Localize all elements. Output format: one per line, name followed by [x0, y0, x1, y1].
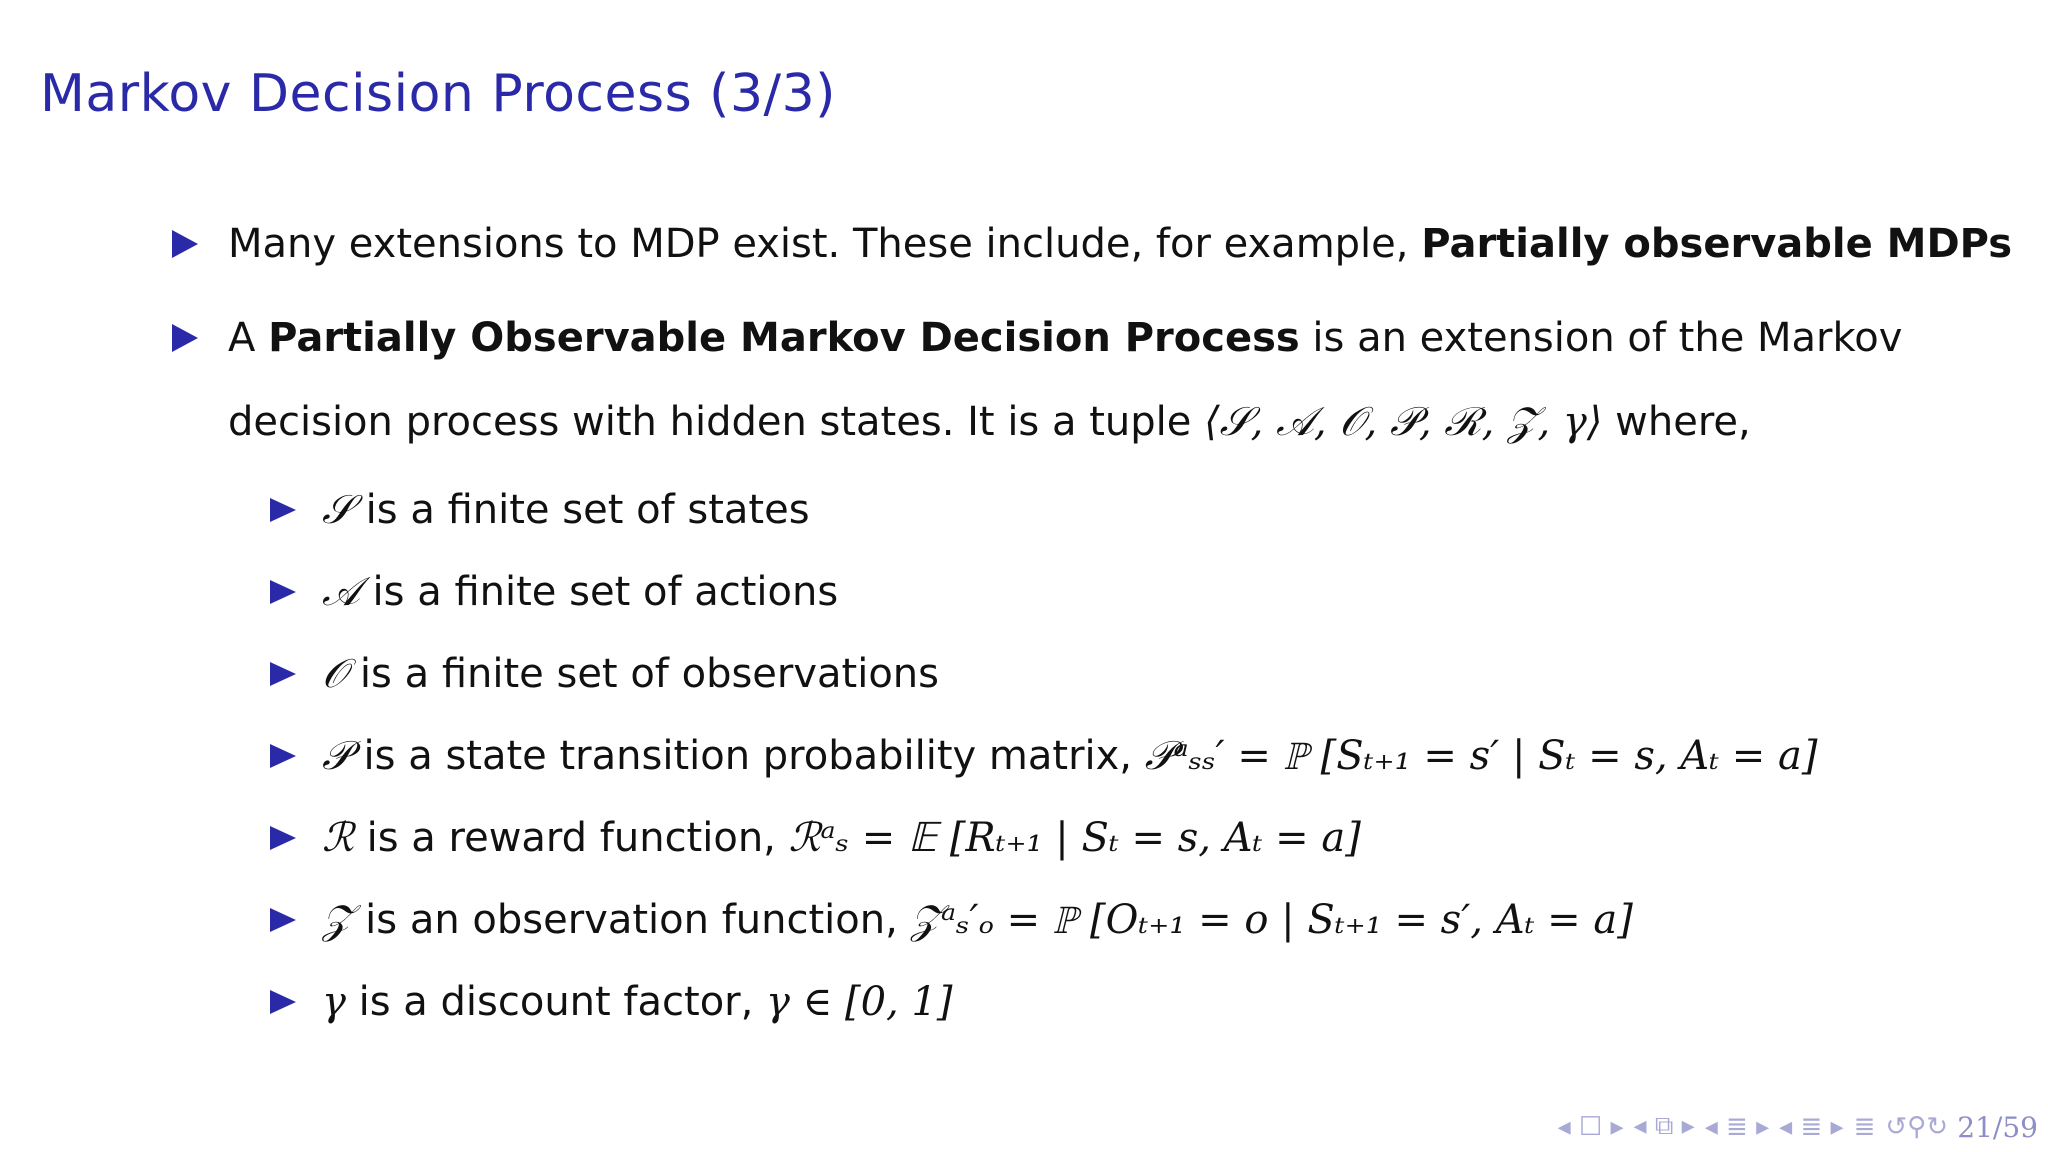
- bullet-triangle-icon: [172, 230, 198, 258]
- symbol-O: 𝒪: [322, 651, 348, 697]
- sub-item-text: is a discount factor,: [345, 979, 767, 1025]
- bullet-1-prefix: Many extensions to MDP exist. These include, for example,: [228, 221, 1422, 267]
- sub-item-discount: [270, 976, 953, 1028]
- bullet-2: [172, 312, 1902, 364]
- bullet-2-suffix: is an extension of the Markov: [1299, 315, 1903, 361]
- sub-bullet-triangle-icon: [270, 580, 296, 604]
- bullet-triangle-icon: [172, 324, 198, 352]
- symbol-P: 𝒫: [322, 733, 351, 779]
- bullet-1-bold: Partially observable MDPs: [1421, 221, 2013, 267]
- bullet-2-bold: Partially Observable Markov Decision Process: [268, 315, 1300, 361]
- sub-item-reward: [270, 812, 1361, 864]
- sub-item-text: is a finite set of states: [352, 487, 810, 533]
- sub-bullet-triangle-icon: [270, 662, 296, 686]
- bullet-1: [172, 218, 2012, 270]
- beamer-navigation: [1558, 1111, 1948, 1142]
- sub-item-text: is a state transition probability matrix,: [350, 733, 1145, 779]
- sub-item-observation-function: [270, 894, 1633, 946]
- nav-align-icon[interactable]: ≣: [1853, 1111, 1876, 1142]
- observation-formula: 𝒵ᵃₛ′ₒ = ℙ [Oₜ₊₁ = o | Sₜ₊₁ = s′, Aₜ = a]: [910, 897, 1633, 943]
- bullet-2-line2-suffix: where,: [1602, 399, 1751, 445]
- sub-bullet-triangle-icon: [270, 744, 296, 768]
- nav-section-icon[interactable]: ◂ ≣ ▸: [1779, 1111, 1844, 1142]
- bullet-2-prefix: A: [228, 315, 269, 361]
- tuple-expression: ⟨𝒮, 𝒜, 𝒪, 𝒫, ℛ, 𝒵, γ⟩: [1204, 399, 1603, 445]
- sub-item-text: is a finite set of observations: [347, 651, 939, 697]
- symbol-A: 𝒜: [322, 569, 360, 615]
- sub-item-text: is a reward function,: [353, 815, 789, 861]
- sub-item-transition: [270, 730, 1817, 782]
- page-number: 21/59: [1957, 1111, 2038, 1144]
- nav-prev-icon[interactable]: ◂ ☐ ▸: [1557, 1111, 1624, 1142]
- sub-item-text: is a finite set of actions: [359, 569, 839, 615]
- reward-formula: ℛᵃₛ = 𝔼 [Rₜ₊₁ | Sₜ = s, Aₜ = a]: [788, 815, 1361, 861]
- discount-formula: γ ∈ [0, 1]: [766, 979, 953, 1025]
- symbol-R: ℛ: [322, 815, 354, 861]
- sub-item-text: is an observation function,: [352, 897, 911, 943]
- sub-bullet-triangle-icon: [270, 908, 296, 932]
- sub-item-states: [270, 484, 810, 536]
- symbol-Z: 𝒵: [322, 897, 353, 943]
- bullet-2-line-2: [228, 396, 1751, 448]
- sub-item-observations: [270, 648, 939, 700]
- sub-bullet-triangle-icon: [270, 498, 296, 522]
- sub-bullet-triangle-icon: [270, 826, 296, 850]
- slide-title: Markov Decision Process (3/3): [40, 64, 836, 124]
- bullet-1-text: [228, 218, 2012, 270]
- symbol-S: 𝒮: [322, 487, 353, 533]
- bullet-2-line2-prefix: decision process with hidden states. It is a tuple: [228, 399, 1205, 445]
- sub-item-actions: [270, 566, 838, 618]
- symbol-gamma: γ: [322, 979, 346, 1025]
- bullet-2-line-1: [228, 312, 1902, 364]
- nav-search-icon[interactable]: ↺⚲↻: [1885, 1111, 1948, 1142]
- sub-bullet-triangle-icon: [270, 990, 296, 1014]
- nav-frame-icon[interactable]: ◂ ⧉ ▸: [1633, 1111, 1695, 1141]
- nav-subsection-icon[interactable]: ◂ ≣ ▸: [1704, 1111, 1770, 1142]
- transition-formula: 𝒫ᵃₛₛ′ = ℙ [Sₜ₊₁ = s′ | Sₜ = s, Aₜ = a]: [1144, 733, 1818, 779]
